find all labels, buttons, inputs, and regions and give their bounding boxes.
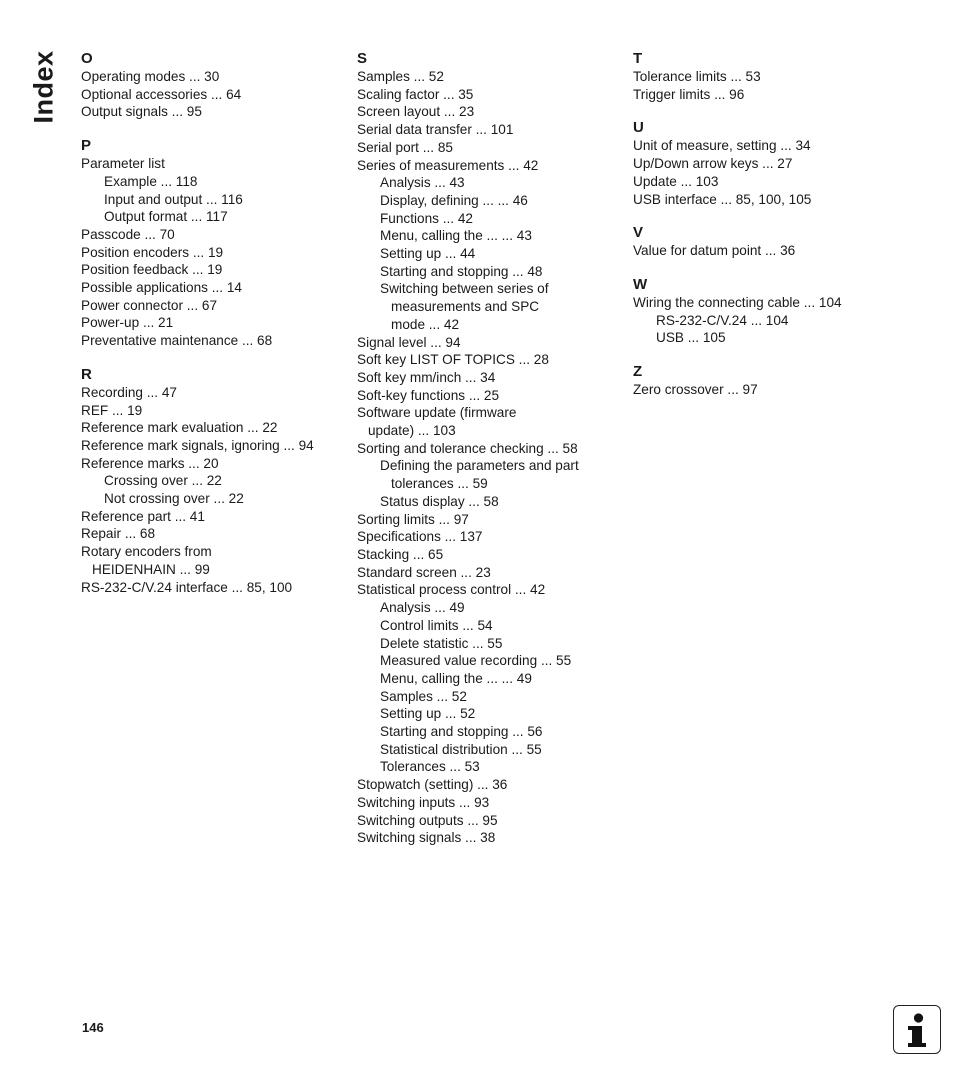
index-entry: USB interface ... 85, 100, 105	[633, 191, 812, 207]
index-column-1	[81, 50, 351, 612]
index-subentry: Starting and stopping ... 48	[380, 263, 543, 279]
index-side-title	[26, 48, 62, 126]
index-entry: Statistical process control ... 42	[357, 582, 546, 598]
section-letter: Z	[633, 363, 643, 381]
index-entry: Update ... 103	[633, 173, 719, 189]
info-icon	[893, 1005, 941, 1054]
section-letter: P	[81, 137, 92, 155]
index-subentry: Analysis ... 43	[380, 175, 465, 191]
section-letter: T	[633, 50, 643, 67]
index-entry: Reference mark evaluation ... 22	[81, 420, 278, 436]
index-entry: REF ... 19	[81, 402, 143, 418]
index-entry: Wiring the connecting cable ... 104	[633, 294, 842, 310]
index-entry: Serial data transfer ... 101	[357, 122, 514, 138]
index-subentry: Crossing over ... 22	[104, 473, 222, 489]
index-entry: Serial port ... 85	[357, 139, 453, 155]
index-subentry: Example ... 118	[104, 173, 198, 189]
index-entry: Tolerance limits ... 53	[633, 69, 761, 84]
index-section	[81, 137, 351, 350]
index-entry: Sorting and tolerance checking ... 58	[357, 440, 578, 456]
index-subentry: mode ... 42	[391, 316, 460, 332]
section-letter: U	[633, 119, 644, 137]
index-entry: Sorting limits ... 97	[357, 511, 469, 527]
index-column-2	[357, 50, 627, 863]
index-entry: Preventative maintenance ... 68	[81, 333, 273, 349]
index-entry: Repair ... 68	[81, 526, 156, 542]
index-subentry: Tolerances ... 53	[380, 759, 480, 775]
index-subentry: USB ... 105	[656, 330, 726, 346]
index-entry: Possible applications ... 14	[81, 280, 242, 296]
index-section	[357, 50, 627, 847]
index-subentry: Analysis ... 49	[380, 600, 465, 616]
index-entry: Zero crossover ... 97	[633, 382, 758, 398]
index-section	[633, 363, 903, 399]
index-section	[633, 119, 903, 208]
index-subentry: Menu, calling the ... ... 43	[380, 228, 532, 244]
page-number: 146	[82, 1020, 104, 1035]
index-subentry: Measured value recording ... 55	[380, 653, 572, 669]
index-entry: Value for datum point ... 36	[633, 243, 796, 259]
index-entry: Signal level ... 94	[357, 334, 461, 350]
index-subentry: Setting up ... 44	[380, 246, 476, 262]
index-subentry: Switching between series of	[380, 281, 549, 297]
index-subentry: tolerances ... 59	[391, 476, 488, 492]
index-entry: Operating modes ... 30	[81, 69, 220, 84]
index-entry: Stopwatch (setting) ... 36	[357, 777, 508, 793]
index-subentry: Output format ... 117	[104, 209, 228, 225]
index-entry: Trigger limits ... 96	[633, 86, 745, 102]
index-entry: Up/Down arrow keys ... 27	[633, 156, 793, 172]
index-entry: Power-up ... 21	[81, 315, 174, 331]
index-subentry: Delete statistic ... 55	[380, 635, 503, 651]
index-subentry: HEIDENHAIN ... 99	[92, 561, 210, 577]
index-entry: Soft key mm/inch ... 34	[357, 369, 496, 385]
index-section	[633, 50, 903, 103]
section-letter: W	[633, 275, 648, 293]
index-subentry: Starting and stopping ... 56	[380, 724, 543, 740]
index-entry: Unit of measure, setting ... 34	[633, 138, 811, 154]
index-entry: Scaling factor ... 35	[357, 86, 474, 102]
index-entry: Optional accessories ... 64	[81, 86, 242, 102]
index-entry: Parameter list	[81, 156, 165, 172]
index-subentry: Display, defining ... ... 46	[380, 192, 528, 208]
index-entry: Switching signals ... 38	[357, 830, 496, 846]
index-subentry: Menu, calling the ... ... 49	[380, 670, 532, 686]
index-entry: Stacking ... 65	[357, 546, 444, 562]
index-section	[81, 50, 351, 121]
index-subentry: Control limits ... 54	[380, 617, 493, 633]
index-title-text: Index	[28, 50, 59, 124]
index-entry: Rotary encoders from	[81, 544, 212, 560]
index-entry: Soft key LIST OF TOPICS ... 28	[357, 352, 549, 368]
index-section	[633, 224, 903, 260]
section-letter: O	[81, 50, 93, 67]
index-entry: RS-232-C/V.24 interface ... 85, 100	[81, 579, 293, 595]
index-entry: Software update (firmware	[357, 405, 517, 421]
index-subentry: Defining the parameters and part	[380, 458, 579, 474]
section-letter: V	[633, 224, 644, 242]
index-subentry: Samples ... 52	[380, 688, 467, 704]
index-subentry: Functions ... 42	[380, 210, 473, 226]
index-section	[633, 276, 903, 347]
index-subentry: Statistical distribution ... 55	[380, 741, 542, 757]
index-entry: Output signals ... 95	[81, 104, 202, 120]
section-letter: R	[81, 365, 92, 383]
index-entry: Specifications ... 137	[357, 529, 483, 545]
index-subentry: RS-232-C/V.24 ... 104	[656, 312, 789, 328]
index-entry: Soft-key functions ... 25	[357, 387, 500, 403]
index-entry: Switching outputs ... 95	[357, 812, 498, 828]
index-entry: Position encoders ... 19	[81, 244, 224, 260]
index-entry: Screen layout ... 23	[357, 104, 475, 120]
index-entry: Samples ... 52	[357, 69, 444, 84]
index-entry: Position feedback ... 19	[81, 262, 223, 278]
index-subentry: update) ... 103	[368, 423, 456, 439]
index-column-3	[633, 50, 903, 415]
index-entry: Switching inputs ... 93	[357, 794, 490, 810]
index-entry: Recording ... 47	[81, 384, 177, 400]
index-section	[81, 366, 351, 596]
index-entry: Standard screen ... 23	[357, 564, 491, 580]
index-entry: Reference marks ... 20	[81, 455, 219, 471]
index-entry: Passcode ... 70	[81, 226, 175, 242]
index-entry: Reference part ... 41	[81, 508, 205, 524]
section-letter: S	[357, 50, 368, 67]
index-subentry: Setting up ... 52	[380, 706, 476, 722]
index-subentry: Input and output ... 116	[104, 191, 243, 207]
index-entry: Power connector ... 67	[81, 297, 218, 313]
index-subentry: measurements and SPC	[391, 299, 540, 315]
index-subentry: Not crossing over ... 22	[104, 491, 244, 507]
index-entry: Reference mark signals, ignoring ... 94	[81, 437, 314, 453]
index-entry: Series of measurements ... 42	[357, 157, 539, 173]
index-subentry: Status display ... 58	[380, 493, 499, 509]
